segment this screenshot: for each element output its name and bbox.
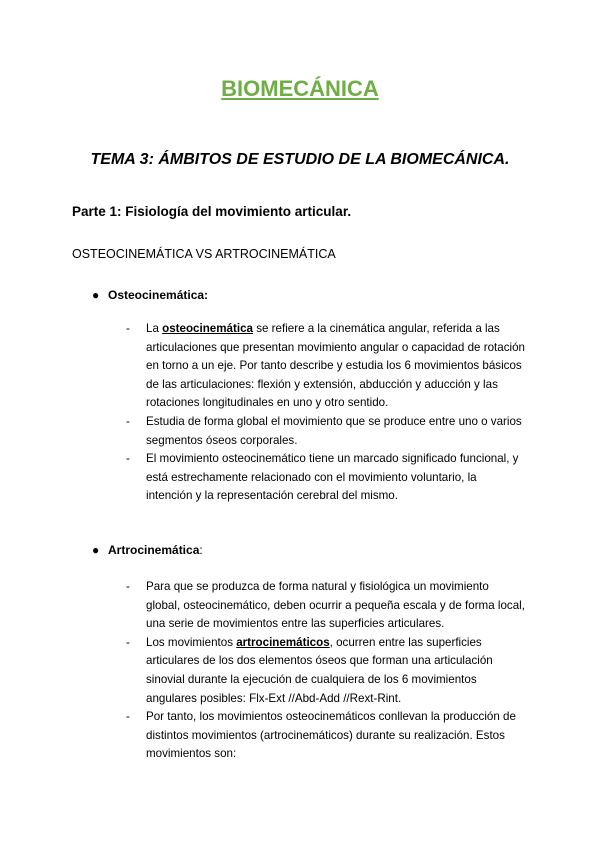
- dash: -: [126, 452, 130, 466]
- bullet-dot: ●: [92, 543, 100, 557]
- term-osteocinematica: osteocinemática: [162, 322, 253, 335]
- list-item: - Por tanto, los movimientos osteocinemáticos conllevan la producción de distintos movimientos (artrocinemáticos) durante su realización. Estos movimientos son:: [126, 710, 516, 761]
- list-item: - Los movimientos artrocinemáticos, ocurren entre las superficies articulares de los dos elementos óseos que forman una articulación sinovial durante la ejecución de cualquiera de los 6 movimientos angulares posibles: Flx-Ext //Abd-Add //Rext-Rint.: [126, 635, 493, 705]
- dash: -: [126, 710, 130, 724]
- bullet-osteocinematica: [92, 288, 208, 302]
- dash: -: [126, 322, 130, 335]
- bullet-dot: ●: [92, 288, 100, 302]
- artro-list: [126, 578, 526, 764]
- bullet-heading: Osteocinemática:: [108, 288, 209, 302]
- bullet-artrocinematica: ● Artrocinemática:: [92, 543, 203, 557]
- section-heading: OSTEOCINEMÁTICA VS ARTROCINEMÁTICA: [72, 247, 336, 261]
- part-heading: Parte 1: Fisiología del movimiento articular.: [72, 204, 352, 219]
- bullet-heading: Artrocinemática: [108, 543, 200, 557]
- list-item: - Estudia de forma global el movimiento que se produce entre uno o varios segmentos óseos corporales.: [126, 414, 522, 447]
- dash: -: [126, 580, 130, 593]
- dash: -: [126, 635, 130, 649]
- topic-title: TEMA 3: ÁMBITOS DE ESTUDIO DE LA BIOMECÁNICA.: [90, 151, 510, 168]
- osteo-list: [126, 320, 526, 506]
- term-artrocinematicos: artrocinemáticos: [236, 635, 330, 649]
- list-item: - El movimiento osteocinemático tiene un marcado significado funcional, y está estrechamente relacionado con el movimiento voluntario, la intención y la representación cerebral del mismo.: [126, 452, 519, 503]
- document-title: BIOMECÁNICA: [221, 76, 379, 101]
- dash: -: [126, 414, 130, 428]
- list-item: - Para que se produzca de forma natural y fisiológica un movimiento global, osteocinemático, deben ocurrir a pequeña escala y de forma local, una serie de movimientos entre las superficies articulares.: [126, 580, 525, 631]
- list-item: - La osteocinemática se refiere a la cinemática angular, referida a las articulaciones que presentan movimiento angular o capacidad de rotación en torno a un eje. Por tanto describe y estudia los 6 movimientos básicos de las articulaciones: flexión y extensión, abducción y aducción y las rotaciones longitudinales en uno y otro sentido.: [126, 322, 525, 410]
